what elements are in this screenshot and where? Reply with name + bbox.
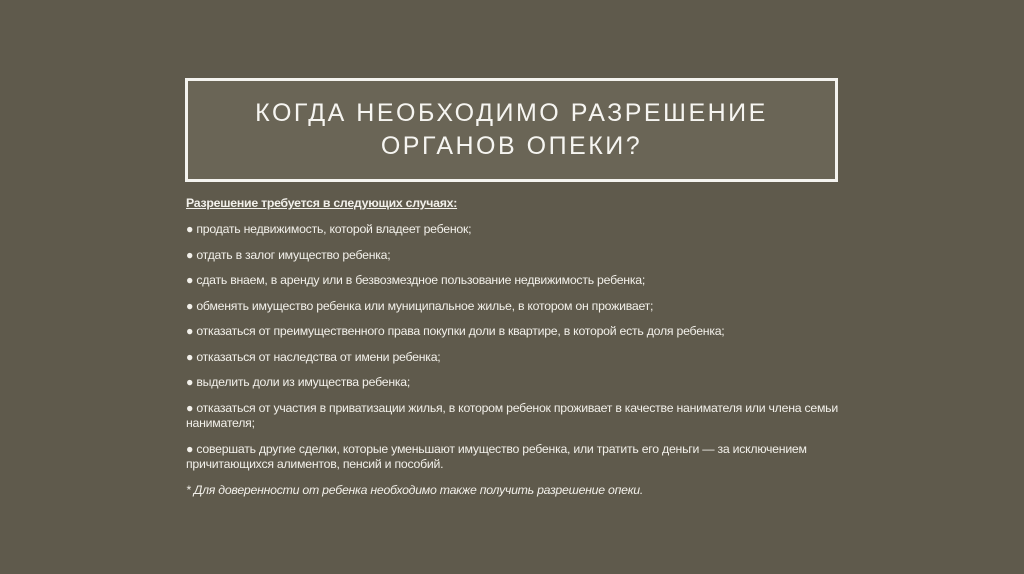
title-line-2: ОРГАНОВ ОПЕКИ? (380, 132, 643, 160)
list-item: ● продать недвижимость, которой владеет ребенок; (186, 222, 472, 236)
list-item: ● отдать в залог имущество ребенка; (186, 247, 391, 262)
list-item: ● отказаться от преимущественного права покупки доли в квартире, в которой есть доля ребенка; (186, 324, 725, 338)
footnote: * Для доверенности от ребенка необходимо также получить разрешение опеки. (186, 482, 644, 497)
list-item: ● отказаться от наследства от имени ребенка; (186, 349, 441, 364)
content (186, 196, 866, 498)
list-heading: Разрешение требуется в следующих случаях: (186, 196, 458, 210)
title-box (185, 78, 838, 182)
list-item: ● совершать другие сделки, которые уменьшают имущество ребенка, или тратить его деньги — за исключением причитающихся алиментов, пенсий и пособий. (186, 441, 807, 471)
list-item: ● обменять имущество ребенка или муниципальное жилье, в котором он проживает; (186, 298, 654, 313)
list-item: ● сдать внаем, в аренду или в безвозмездное пользование недвижимость ребенка; (186, 273, 646, 287)
title-line-1: КОГДА НЕОБХОДИМО РАЗРЕШЕНИЕ (255, 99, 768, 127)
list-item: ● отказаться от участия в приватизации жилья, в котором ребенок проживает в качестве нанимателя или члена семьи нанимателя; (186, 400, 838, 430)
list-item: ● выделить доли из имущества ребенка; (186, 375, 411, 389)
